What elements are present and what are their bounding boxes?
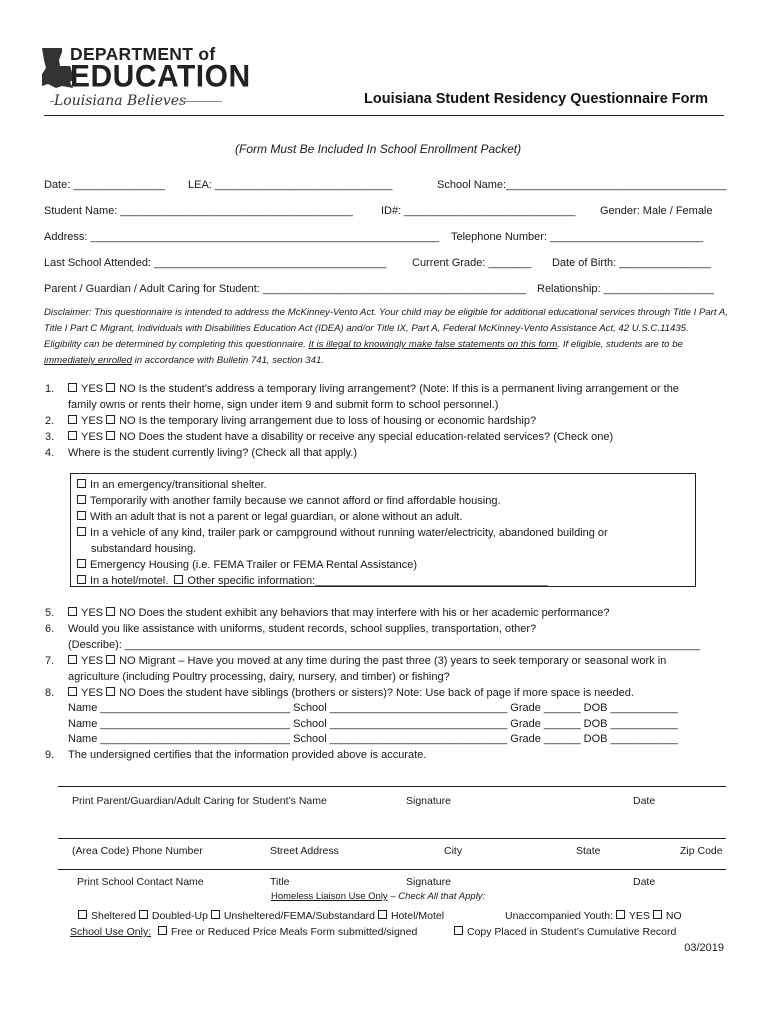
cumulative-record-row[interactable]: Copy Placed in Student’s Cumulative Record <box>454 926 676 938</box>
parent-field[interactable]: Parent / Guardian / Adult Caring for Student: ___________________________________________ <box>44 283 526 295</box>
q6-number: 6. <box>45 623 55 635</box>
q9-number: 9. <box>45 749 55 761</box>
zip-label: Zip Code <box>680 845 723 857</box>
question-9: The undersigned certifies that the information provided above is accurate. <box>68 749 427 761</box>
title-divider <box>44 115 724 116</box>
q4-number: 4. <box>45 447 55 459</box>
yes-checkbox[interactable] <box>68 415 77 424</box>
yes-checkbox[interactable] <box>68 655 77 664</box>
date-label: Date <box>633 795 656 807</box>
option-adult-not-parent[interactable]: With an adult that is not a parent or legal guardian, or alone without an adult. <box>77 509 462 525</box>
print-parent-label: Print Parent/Guardian/Adult Caring for Student’s Name <box>72 795 327 807</box>
question-8[interactable]: YES NO Does the student have siblings (brothers or sisters)? Note: Use back of page if more space is needed. <box>68 685 634 701</box>
option-shelter[interactable]: In an emergency/transitional shelter. <box>77 477 267 493</box>
disclaimer: Disclaimer: This questionnaire is intended to address the McKinney-Vento Act. Your child may be eligible for additional educational services through Title I Part A, Title I Part C Migrant, Individuals with Disabilities Education Act (IDEA) and/or Title IX, Part A, Federal McKinney-Vento Assistance Act, 42 U.S.C.11435. Eligibility can be determined by completing this questionnaire. It is illegal to knowingly make false statements on this form. If eligible, students are to be immediately enrolled in accordance with Bulletin 741, section 341. <box>44 307 728 366</box>
question-2[interactable]: YES NO Is the temporary living arrangement due to loss of housing or economic hardship? <box>68 413 536 429</box>
checkbox[interactable] <box>77 495 86 504</box>
checkbox[interactable] <box>77 575 86 584</box>
hotel-checkbox[interactable] <box>378 910 387 919</box>
signature-divider <box>58 838 726 839</box>
yes-checkbox[interactable] <box>68 687 77 696</box>
living-situation-box <box>70 473 696 587</box>
louisiana-doe-logo <box>40 44 251 110</box>
question-1-cont: family owns or rents their home, sign under item 9 and submit form to school personnel.) <box>68 399 499 411</box>
relationship-field[interactable]: Relationship: __________________ <box>537 283 714 295</box>
checkbox[interactable] <box>77 559 86 568</box>
checkbox[interactable] <box>77 511 86 520</box>
no-checkbox[interactable] <box>106 431 115 440</box>
question-1[interactable]: YES NO Is the student’s address a temporary living arrangement? (Note: If this is a permanent living arrangement or the <box>68 381 679 397</box>
doubled-up-checkbox[interactable] <box>139 910 148 919</box>
no-checkbox[interactable] <box>106 655 115 664</box>
sheltered-checkbox[interactable] <box>78 910 87 919</box>
logo-line2: EDUCATION <box>70 59 251 94</box>
school-use-row[interactable]: School Use Only: Free or Reduced Price Meals Form submitted/signed <box>70 926 418 938</box>
option-another-family[interactable]: Temporarily with another family because we cannot afford or find affordable housing. <box>77 493 501 509</box>
logo-line1: DEPARTMENT of <box>70 44 216 64</box>
street-label: Street Address <box>270 845 339 857</box>
lea-field[interactable]: LEA: _____________________________ <box>188 179 393 191</box>
copy-checkbox[interactable] <box>454 926 463 935</box>
signature-divider <box>58 869 726 870</box>
title-label: Title <box>270 876 290 888</box>
logo-tagline: Louisiana Believes <box>54 93 187 109</box>
sibling-row[interactable]: Name _______________________________ School _____________________________ Grade ______ DOB ___________ <box>68 718 678 730</box>
option-hotel[interactable]: In a hotel/motel. Other specific information:______________________________________ <box>77 573 548 589</box>
form-subtitle: (Form Must Be Included In School Enrollment Packet) <box>235 142 522 156</box>
phone-label: (Area Code) Phone Number <box>72 845 203 857</box>
no-checkbox[interactable] <box>106 415 115 424</box>
current-grade-field[interactable]: Current Grade: _______ <box>412 257 532 269</box>
q3-number: 3. <box>45 431 55 443</box>
print-contact-label: Print School Contact Name <box>77 876 204 888</box>
liaison-options[interactable]: Sheltered Doubled-Up Unsheltered/FEMA/Substandard Hotel/Motel <box>78 910 444 922</box>
q8-number: 8. <box>45 687 55 699</box>
question-7-cont: agriculture (including Poultry processing, dairy, nursery, and timber) or fishing? <box>68 671 450 683</box>
checkbox[interactable] <box>77 527 86 536</box>
no-checkbox[interactable] <box>106 383 115 392</box>
city-label: City <box>444 845 463 857</box>
gender-field[interactable]: Gender: Male / Female <box>600 205 713 217</box>
yes-checkbox[interactable] <box>68 431 77 440</box>
date-field[interactable]: Date: _______________ <box>44 179 166 191</box>
q2-number: 2. <box>45 415 55 427</box>
checkbox[interactable] <box>174 575 183 584</box>
question-6-describe[interactable]: (Describe): ______________________________________________________________________________________________ <box>68 639 700 651</box>
last-school-field[interactable]: Last School Attended: ______________________________________ <box>44 257 387 269</box>
signature-divider <box>58 786 726 787</box>
question-5[interactable]: YES NO Does the student exhibit any behaviors that may interfere with his or her academic performance? <box>68 605 609 621</box>
option-vehicle[interactable]: In a vehicle of any kind, trailer park or campground without running water/electricity, abandoned building or <box>77 525 608 541</box>
unaccompanied-youth[interactable]: Unaccompanied Youth: YES NO <box>505 910 682 922</box>
q1-number: 1. <box>45 383 55 395</box>
no-checkbox[interactable] <box>106 607 115 616</box>
question-3[interactable]: YES NO Does the student have a disability or receive any special education-related services? (Check one) <box>68 429 613 445</box>
school-name-field[interactable]: School Name:____________________________________ <box>437 179 727 191</box>
state-label: State <box>576 845 601 857</box>
id-field[interactable]: ID#: ____________________________ <box>381 205 576 217</box>
no-checkbox[interactable] <box>653 910 662 919</box>
liaison-heading: Homeless Liaison Use Only – Check All that Apply: <box>271 891 486 902</box>
date-of-birth-field[interactable]: Date of Birth: _______________ <box>552 257 712 269</box>
sibling-row[interactable]: Name _______________________________ School _____________________________ Grade ______ DOB ___________ <box>68 733 678 745</box>
sibling-row[interactable]: Name _______________________________ School _____________________________ Grade ______ DOB ___________ <box>68 702 678 714</box>
q5-number: 5. <box>45 607 55 619</box>
option-vehicle-cont: substandard housing. <box>91 543 197 555</box>
form-title: Louisiana Student Residency Questionnaire Form <box>364 91 709 107</box>
meals-checkbox[interactable] <box>158 926 167 935</box>
yes-checkbox[interactable] <box>68 383 77 392</box>
signature-label: Signature <box>406 795 451 807</box>
checkbox[interactable] <box>77 479 86 488</box>
question-7[interactable]: YES NO Migrant – Have you moved at any time during the past three (3) years to seek temporary or seasonal work in <box>68 653 666 669</box>
option-emergency-housing[interactable]: Emergency Housing (i.e. FEMA Trailer or FEMA Rental Assistance) <box>77 557 417 573</box>
date-label: Date <box>633 876 656 888</box>
q7-number: 7. <box>45 655 55 667</box>
yes-checkbox[interactable] <box>68 607 77 616</box>
telephone-field[interactable]: Telephone Number: _________________________ <box>451 231 704 243</box>
question-4: Where is the student currently living? (Check all that apply.) <box>68 447 357 459</box>
student-name-field[interactable]: Student Name: ______________________________________ <box>44 205 353 217</box>
question-6: Would you like assistance with uniforms, student records, school supplies, transportation, other? <box>68 623 537 635</box>
yes-checkbox[interactable] <box>616 910 625 919</box>
signature-label: Signature <box>406 876 451 888</box>
unsheltered-checkbox[interactable] <box>211 910 220 919</box>
no-checkbox[interactable] <box>106 687 115 696</box>
form-revision-date: 03/2019 <box>684 942 724 954</box>
address-field[interactable]: Address: _________________________________________________________ <box>44 231 440 243</box>
